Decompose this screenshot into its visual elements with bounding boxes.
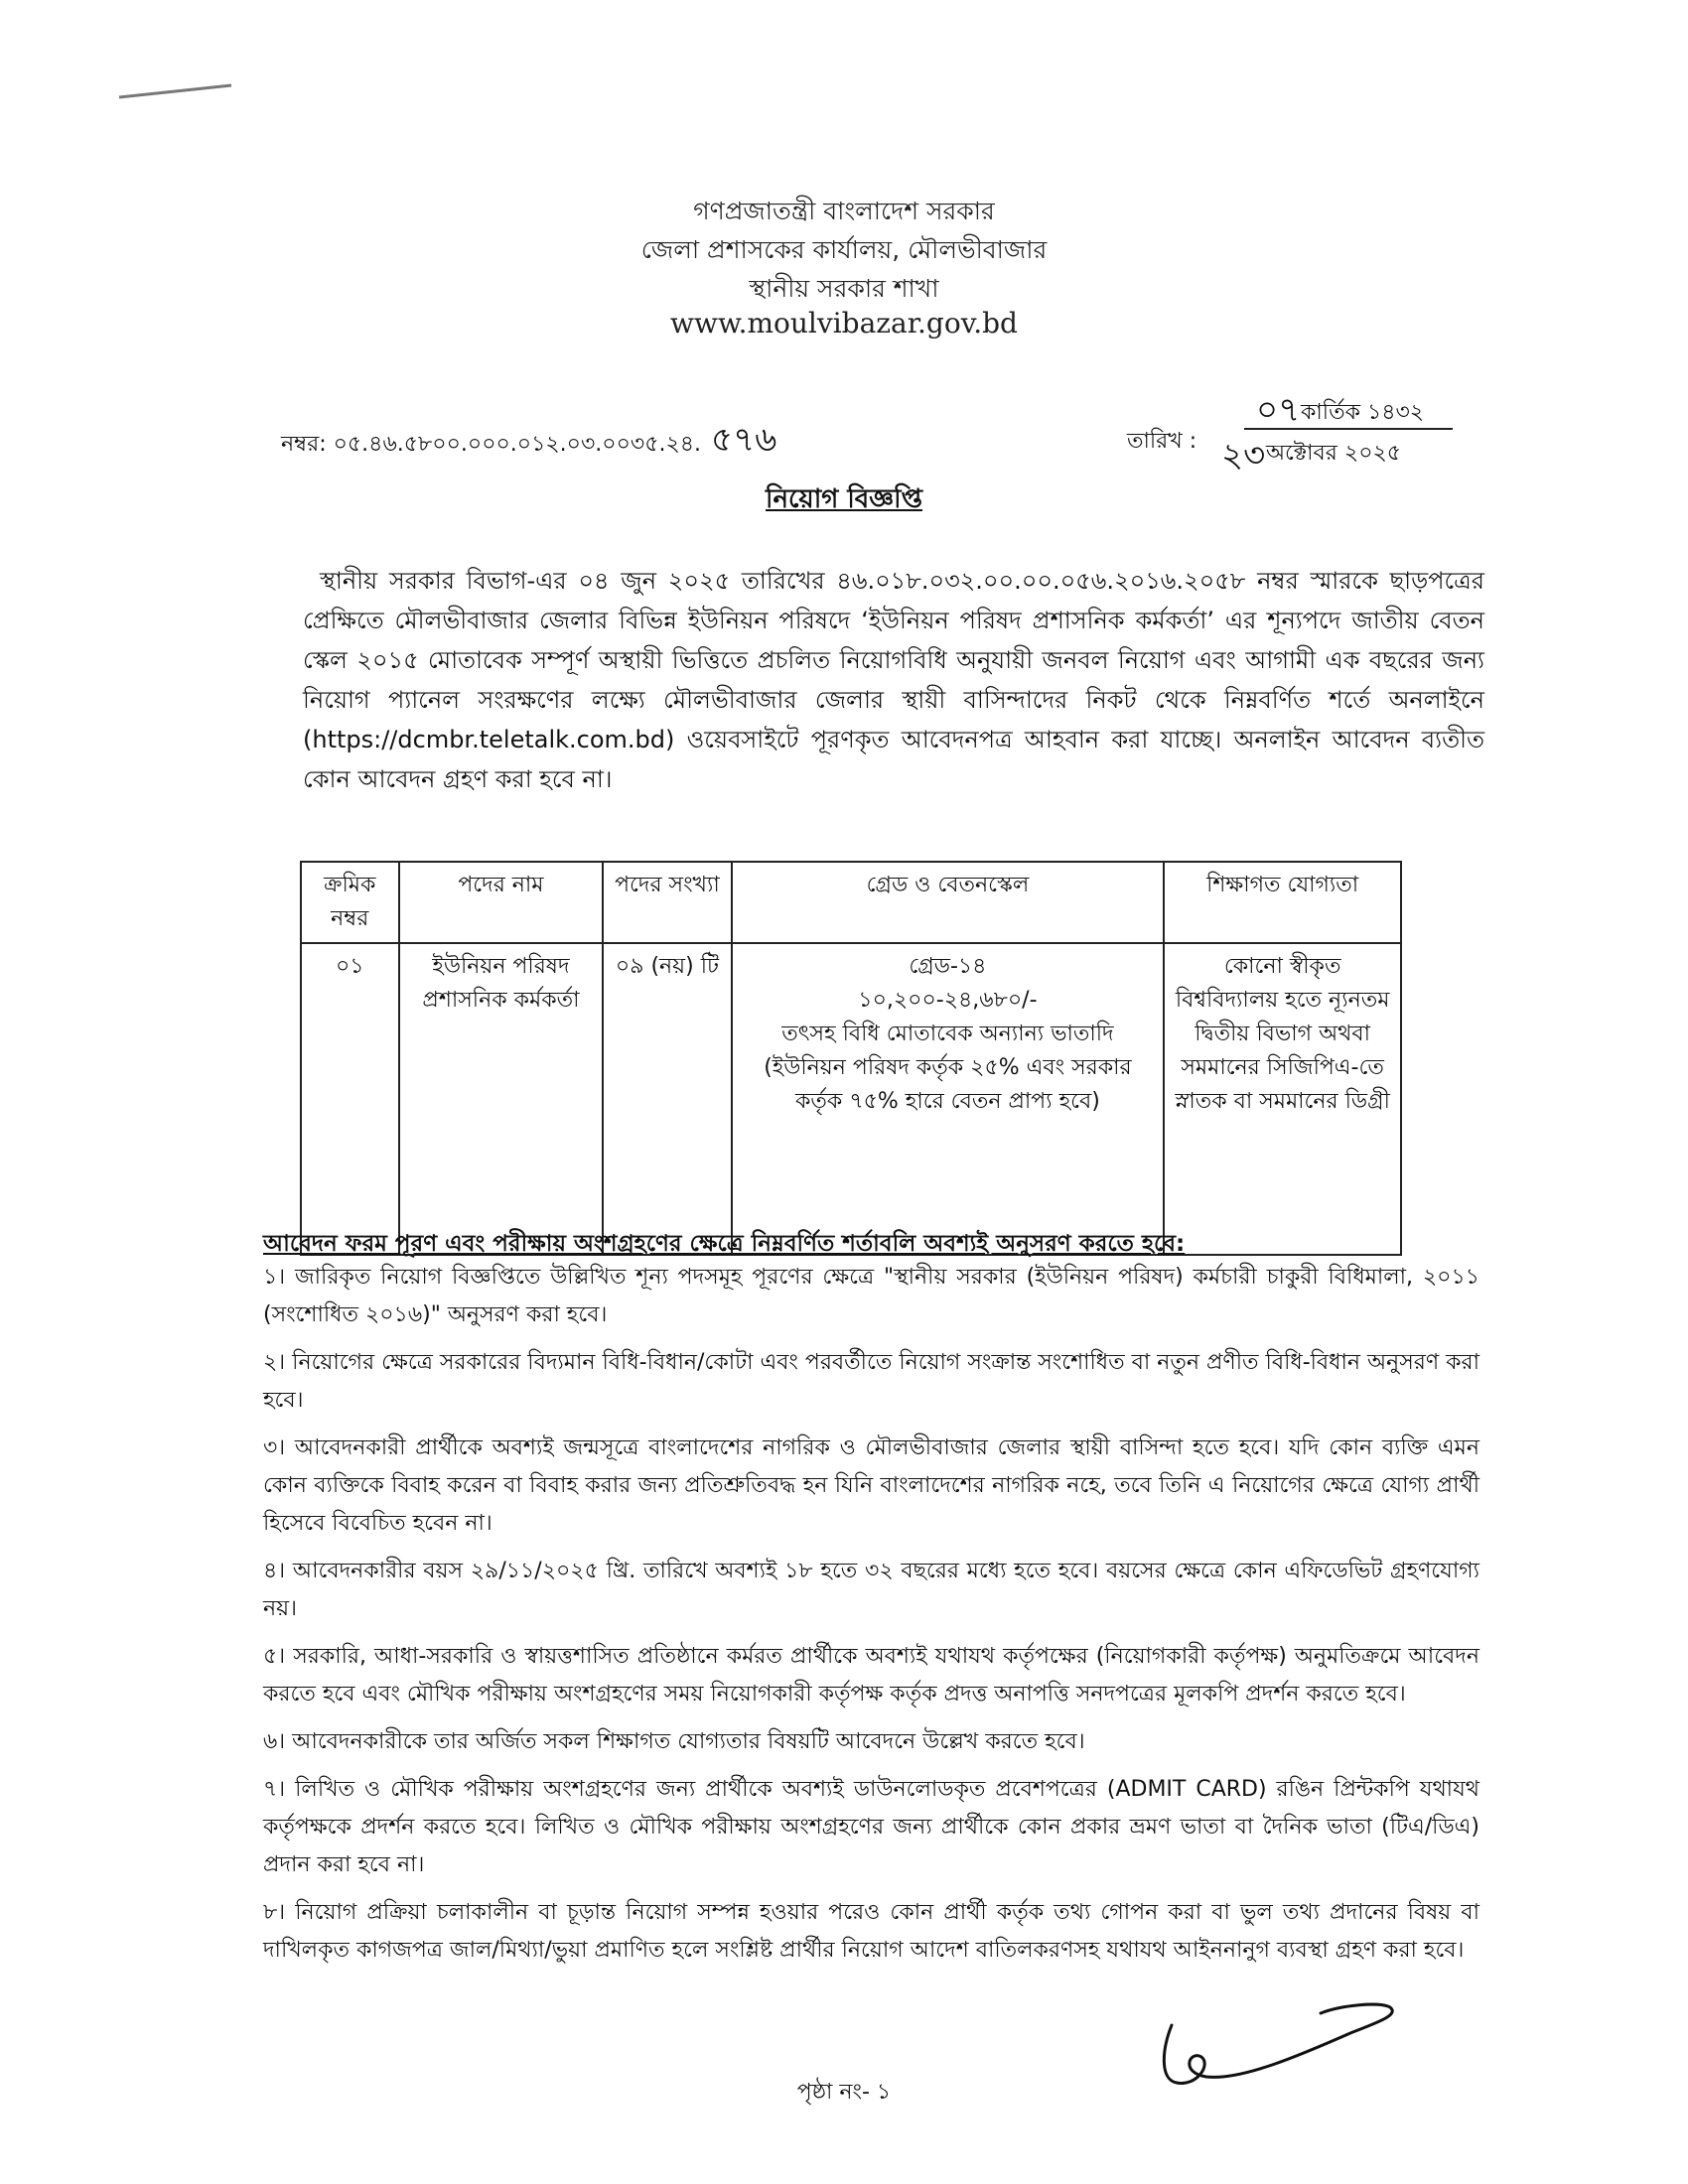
- condition-item: ২। নিয়োগের ক্ষেত্রে সরকারের বিদ্যমান বিধি-বিধান/কোটা এবং পরবর্তীতে নিয়োগ সংক্রান্ত সংশোধিত বা নতুন প্রণীত বিধি-বিধান অনুসরণ করা হবে।: [263, 1350, 1479, 1413]
- grade-value: গ্রেড-১৪: [909, 954, 987, 979]
- bangla-month-year: কার্তিক ১৪৩২: [1301, 400, 1425, 425]
- cell-grade: [732, 943, 1165, 1255]
- allowance-text: তৎসহ বিধি মোতাবেক অন্যান্য ভাতাদি (ইউনিয়ন পরিষদ কর্তৃক ২৫% এবং সরকার কর্তৃক ৭৫% হারে বেতন প্রাপ্য হবে): [764, 1022, 1132, 1114]
- scan-pen-mark: [117, 81, 236, 101]
- cell-post: ইউনিয়ন পরিষদ প্রশাসনিক কর্মকর্তা: [399, 943, 604, 1255]
- condition-item: ১। জারিকৃত নিয়োগ বিজ্ঞপ্তিতে উল্লিখিত শূন্য পদসমূহ পূরণের ক্ষেত্রে "স্থানীয় সরকার (ইউনিয়ন পরিষদ) কর্মচারী চাকুরী বিধিমালা, ২০১১ (সংশোধিত ২০১৬)" অনুসরণ করা হবে।: [263, 1265, 1479, 1327]
- page-number: পৃষ্ঠা নং- ১: [796, 2080, 892, 2105]
- english-day: ২৩: [1221, 436, 1266, 476]
- office-title: জেলা প্রশাসকের কার্যালয়, মৌলভীবাজার: [640, 235, 1048, 264]
- bangla-day: ০৭: [1256, 390, 1301, 430]
- memo-number: [281, 414, 776, 471]
- date-divider: [1244, 426, 1453, 432]
- cell-qualification: কোনো স্বীকৃত বিশ্ববিদ্যালয় হতে ন্যূনতম দ্বিতীয় বিভাগ অথবা সমমানের সিজিপিএ-তে স্নাতক বা সমমানের ডিগ্রী: [1164, 943, 1401, 1255]
- notice-title: নিয়োগ বিজ্ঞপ্তি: [766, 484, 922, 514]
- date-block: [1127, 390, 1455, 474]
- condition-item: ৭। লিখিত ও মৌখিক পরীক্ষায় অংশগ্রহণের জন্য প্রার্থীকে অবশ্যই ডাউনলোডকৃত প্রবেশপত্রের (ADMIT CARD) রঙিন প্রিন্টকপি যথাযথ কর্তৃপক্ষকে প্রদর্শন করতে হবে। লিখিত ও মৌখিক পরীক্ষায় অংশগ্রহণের জন্য প্রার্থীকে কোন প্রকার ভ্রমণ ভাতা বা দৈনিক ভাতা (টিএ/ডিএ) প্রদান করা হবে না।: [263, 1777, 1479, 1877]
- condition-item: ৮। নিয়োগ প্রক্রিয়া চলাকালীন বা চূড়ান্ত নিয়োগ সম্পন্ন হওয়ার পরেও কোন প্রার্থী কর্তৃক তথ্য গোপন করা বা ভুল তথ্য প্রদানের বিষয় বা দাখিলকৃত কাগজপত্র জাল/মিথ্যা/ভুয়া প্রমাণিত হলে সংশ্লিষ্ট প্রার্থীর নিয়োগ আদেশ বাতিলকরণসহ যথাযথ আইননানুগ ব্যবস্থা গ্রহণ করা হবে।: [263, 1900, 1479, 1963]
- col-post: পদের নাম: [399, 862, 604, 943]
- table-row: [301, 943, 1401, 1255]
- scale-value: ১০,২০০-২৪,৬৮০/-: [858, 988, 1038, 1013]
- conditions-list: [263, 1259, 1479, 1979]
- col-count: পদের সংখ্যা: [603, 862, 731, 943]
- intro-text: স্থানীয় সরকার বিভাগ-এর ০৪ জুন ২০২৫ তারিখের ৪৬.০১৮.০৩২.০০.০০.০৫৬.২০১৬.২০৫৮ নম্বর স্মারকে ছাড়পত্রের প্রেক্ষিতে মৌলভীবাজার জেলার বিভিন্ন ইউনিয়ন পরিষদে ‘ইউনিয়ন পরিষদ প্রশাসনিক কর্মকর্তা’ এর শূন্যপদে জাতীয় বেতন স্কেল ২০১৫ মোতাবেক সম্পূর্ণ অস্থায়ী ভিত্তিতে প্রচলিত নিয়োগবিধি অনুযায়ী জনবল নিয়োগ এবং আগামী এক বছরের জন্য নিয়োগ প্যানেল সংরক্ষণের লক্ষ্যে মৌলভীবাজার জেলার স্থায়ী বাসিন্দাদের নিকট থেকে নিম্নবর্ণিত শর্তে অনলাইনে (https://dcmbr.teletalk.com.bd) ওয়েবসাইটে পূরণকৃত আবেদনপত্র আহবান করা যাচ্ছে। অনলাইন আবেদন ব্যতীত কোন আবেদন গ্রহণ করা হবে না।: [303, 567, 1484, 793]
- english-month-year: অক্টোবর ২০২৫: [1266, 441, 1402, 466]
- website-link[interactable]: www.moulvibazar.gov.bd: [670, 307, 1018, 340]
- condition-item: ৬। আবেদনকারীকে তার অর্জিত সকল শিক্ষাগত যোগ্যতার বিষয়টি আবেদনে উল্লেখ করতে হবে।: [263, 1729, 1085, 1754]
- col-serial: ক্রমিক নম্বর: [301, 862, 399, 943]
- memo-label: নম্বর: ০৫.৪৬.৫৮০০.০০০.০১২.০৩.০০৩৫.২৪.: [281, 432, 702, 457]
- cell-count: ০৯ (নয়) টি: [603, 943, 731, 1255]
- posts-table: [300, 861, 1402, 1256]
- condition-item: ৫। সরকারি, আধা-সরকারি ও স্বায়ত্তশাসিত প্রতিষ্ঠানে কর্মরত প্রার্থীকে অবশ্যই যথাযথ কর্তৃপক্ষের (নিয়োগকারী কর্তৃপক্ষ) অনুমতিক্রমে আবেদন করতে হবে এবং মৌখিক পরীক্ষায় অংশগ্রহণের সময় নিয়োগকারী কর্তৃপক্ষ কর্তৃক প্রদত্ত অনাপত্তি সনদপত্রের মূলকপি প্রদর্শন করতে হবে।: [263, 1644, 1479, 1706]
- condition-item: ৩। আবেদনকারী প্রার্থীকে অবশ্যই জন্মসূত্রে বাংলাদেশের নাগরিক ও মৌলভীবাজার জেলার স্থায়ী বাসিন্দা হতে হবে। যদি কোন ব্যক্তি এমন কোন ব্যক্তিকে বিবাহ করেন বা বিবাহ করার জন্য প্রতিশ্রুতিবদ্ধ হন যিনি বাংলাদেশের নাগরিক নহে, তবে তিনি এ নিয়োগের ক্ষেত্রে যোগ্য প্রার্থী হিসেবে বিবেচিত হবেন না।: [263, 1435, 1479, 1536]
- branch-title: স্থানীয় সরকার শাখা: [749, 274, 939, 303]
- gov-title: গণপ্রজাতন্ত্রী বাংলাদেশ সরকার: [693, 197, 995, 225]
- date-label: তারিখ :: [1127, 429, 1197, 454]
- col-qualification: শিক্ষাগত যোগ্যতা: [1164, 862, 1401, 943]
- conditions-heading: আবেদন ফরম পূরণ এবং পরীক্ষায় অংশগ্রহণের ক্ষেত্রে নিম্নবর্ণিত শর্তাবলি অবশ্যই অনুসরণ করতে হবে:: [263, 1231, 1186, 1257]
- intro-paragraph: [303, 561, 1484, 799]
- cell-serial: ০১: [301, 943, 399, 1255]
- table-header-row: [301, 862, 1401, 943]
- memo-handwritten-number: ৫৭৬: [711, 420, 777, 460]
- condition-item: ৪। আবেদনকারীর বয়স ২৯/১১/২০২৫ খ্রি. তারিখে অবশ্যই ১৮ হতে ৩২ বছরের মধ্যে হতে হবে। বয়সের ক্ষেত্রে কোন এফিডেভিট গ্রহণযোগ্য নয়।: [263, 1559, 1479, 1621]
- col-grade: গ্রেড ও বেতনস্কেল: [732, 862, 1165, 943]
